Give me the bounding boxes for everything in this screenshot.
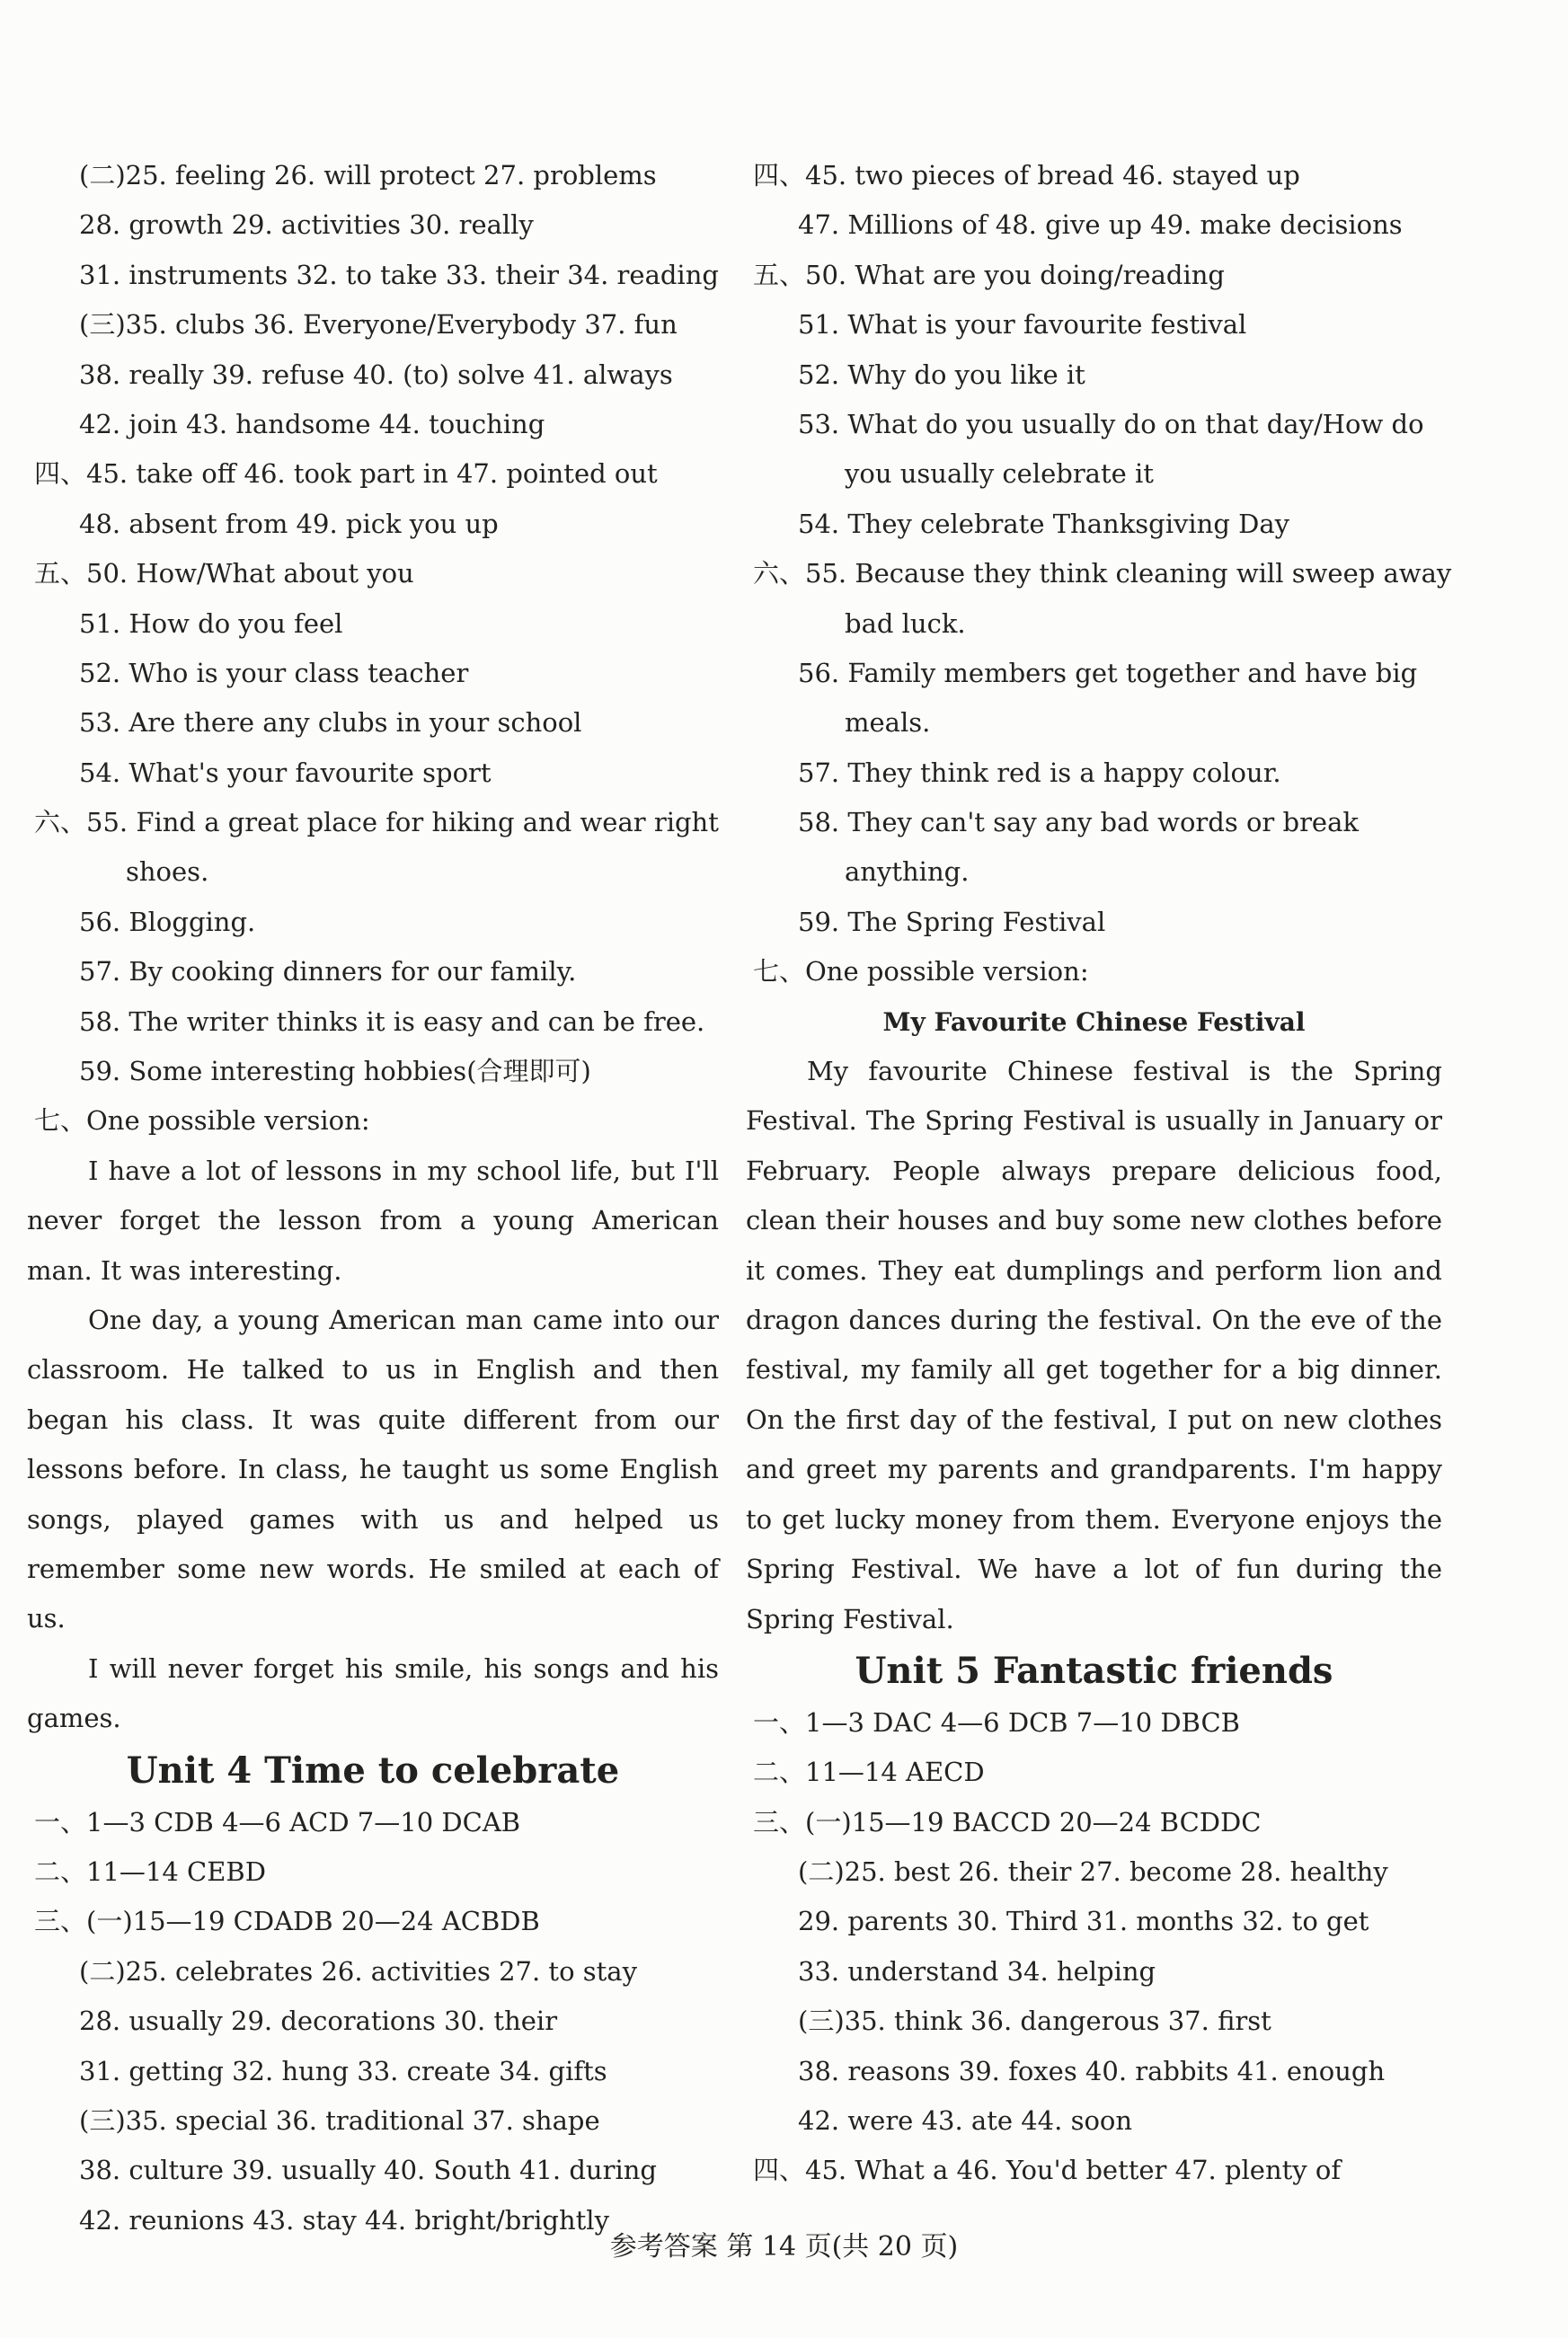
answer-line: 58. They can't say any bad words or break	[798, 807, 1359, 838]
answer-line: 58. The writer thinks it is easy and can be free.	[79, 1005, 705, 1037]
essay-paragraph: I have a lot of lessons in my school life, but I'll never forget the lesson from a young American man. It was interesting.	[27, 1155, 719, 1286]
answer-line: 51. What is your favourite festival	[798, 309, 1247, 341]
answer-line-continued: shoes.	[126, 856, 209, 888]
section-heading: 二、11—14 CEBD	[34, 1856, 266, 1888]
section-heading: 三、(一)15—19 CDADB 20—24 ACBDB	[34, 1906, 540, 1937]
answer-line: 48. absent from 49. pick you up	[79, 508, 499, 539]
unit-title: Unit 4 Time to celebrate	[126, 1749, 620, 1792]
section-heading: 五、50. What are you doing/reading	[753, 259, 1225, 290]
answer-line: 57. They think red is a happy colour.	[798, 757, 1281, 788]
section-heading: 四、45. two pieces of bread 46. stayed up	[753, 160, 1300, 190]
answer-line: (二)25. best 26. their 27. become 28. healthy	[798, 1856, 1388, 1888]
answer-line: 59. The Spring Festival	[798, 906, 1106, 937]
answer-line: 29. parents 30. Third 31. months 32. to get	[798, 1906, 1369, 1937]
section-heading: 三、(一)15—19 BACCD 20—24 BCDDC	[753, 1806, 1262, 1838]
answer-line-continued: anything.	[845, 856, 970, 888]
answer-line: 31. getting 32. hung 33. create 34. gifts	[79, 2055, 607, 2086]
answer-line: 38. really 39. refuse 40. (to) solve 41. always	[79, 359, 673, 390]
answer-line: 51. How do you feel	[79, 607, 343, 639]
essay-paragraph: I will never forget his smile, his songs and his games.	[27, 1652, 719, 1734]
section-heading: 七、One possible version:	[753, 956, 1089, 987]
unit-title: Unit 5 Fantastic friends	[855, 1649, 1333, 1692]
essay-title: My Favourite Chinese Festival	[882, 1006, 1306, 1037]
page-footer: 参考答案 第 14 页(共 20 页)	[609, 2231, 959, 2263]
section-heading: 六、55. Because they think cleaning will sweep away	[753, 558, 1452, 589]
answer-line: (二)25. feeling 26. will protect 27. problems	[79, 160, 657, 190]
answer-line: 38. culture 39. usually 40. South 41. during	[79, 2155, 657, 2186]
answer-line: 59. Some interesting hobbies(合理即可)	[79, 1056, 591, 1087]
answer-line: 28. growth 29. activities 30. really	[79, 209, 534, 241]
answer-line: 54. What's your favourite sport	[79, 757, 492, 788]
section-heading: 五、50. How/What about you	[34, 558, 414, 589]
section-heading: 一、1—3 CDB 4—6 ACD 7—10 DCAB	[34, 1806, 521, 1838]
answer-line: 28. usually 29. decorations 30. their	[79, 2006, 558, 2037]
answer-line-continued: meals.	[845, 707, 931, 739]
answer-line: 54. They celebrate Thanksgiving Day	[798, 508, 1290, 539]
answer-line: 42. reunions 43. stay 44. bright/brightly	[79, 2204, 609, 2236]
answer-line-continued: bad luck.	[845, 607, 966, 639]
answer-line: 53. What do you usually do on that day/How do	[798, 408, 1424, 439]
answer-line-continued: you usually celebrate it	[845, 458, 1154, 490]
answer-line: 42. were 43. ate 44. soon	[798, 2105, 1133, 2137]
answer-line: 33. understand 34. helping	[798, 1955, 1156, 1987]
section-heading: 一、1—3 DAC 4—6 DCB 7—10 DBCB	[753, 1706, 1240, 1738]
answer-line: (三)35. clubs 36. Everyone/Everybody 37. fun	[79, 309, 678, 341]
left-column	[27, 151, 719, 2245]
answer-line: 56. Family members get together and have big	[798, 657, 1418, 688]
section-heading: 七、One possible version:	[34, 1105, 370, 1137]
answer-line: 42. join 43. handsome 44. touching	[79, 408, 545, 439]
section-heading: 四、45. take off 46. took part in 47. pointed out	[34, 458, 658, 490]
answer-line: 31. instruments 32. to take 33. their 34. reading	[79, 259, 719, 290]
section-heading: 六、55. Find a great place for hiking and wear right	[34, 807, 719, 838]
answer-line: 57. By cooking dinners for our family.	[79, 956, 577, 987]
answer-line: 47. Millions of 48. give up 49. make decisions	[798, 209, 1403, 241]
answer-line: 38. reasons 39. foxes 40. rabbits 41. enough	[798, 2055, 1386, 2086]
section-heading: 四、45. What a 46. You'd better 47. plenty of	[753, 2155, 1342, 2186]
answer-line: (三)35. think 36. dangerous 37. first	[798, 2006, 1271, 2037]
right-column	[746, 151, 1452, 2196]
answer-line: 52. Why do you like it	[798, 359, 1085, 390]
answer-line: 56. Blogging.	[79, 906, 256, 937]
answer-line: 52. Who is your class teacher	[79, 657, 469, 688]
section-heading: 二、11—14 AECD	[753, 1757, 985, 1788]
answer-line: (三)35. special 36. traditional 37. shape	[79, 2105, 600, 2137]
essay-paragraph: One day, a young American man came into our classroom. He talked to us in English and then began his class. It was quite different from our lessons before. In class, he taught us some English songs, played games with us and helped us remember some new words. He smiled at each of us.	[27, 1305, 719, 1634]
answer-line: 53. Are there any clubs in your school	[79, 707, 582, 739]
answer-line: (二)25. celebrates 26. activities 27. to stay	[79, 1955, 637, 1987]
essay-paragraph: My favourite Chinese festival is the Spring Festival. The Spring Festival is usually in January or February. People always prepare delicious food, clean their houses and buy some new clothes before it comes. They eat dumplings and perform lion and dragon dances during the festival. On the eve of the festival, my family all get together for a big dinner. On the first day of the festival, I put on new clothes and greet my parents and grandparents. I'm happy to get lucky money from them. Everyone enjoys the Spring Festival. We have a lot of fun during the Spring Festival.	[746, 1056, 1442, 1634]
